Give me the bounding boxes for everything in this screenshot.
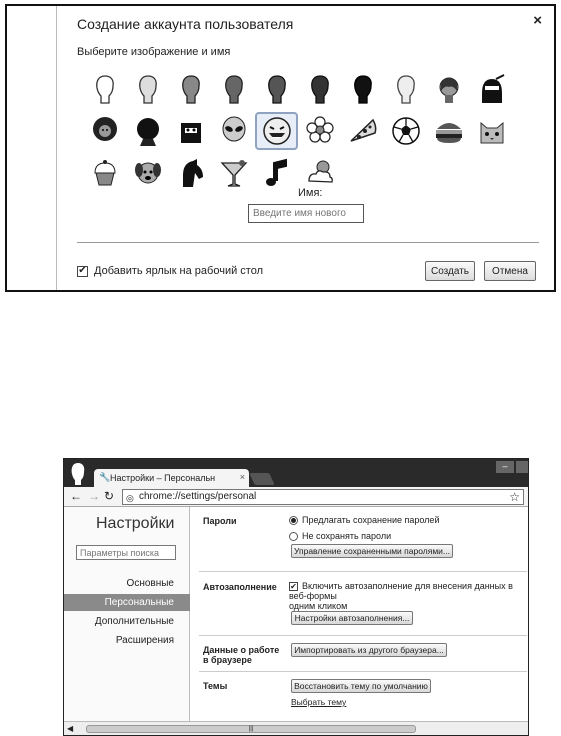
settings-title: Настройки xyxy=(96,515,175,532)
avatar-option[interactable] xyxy=(384,112,427,150)
pick-theme-link[interactable]: Выбрать тему xyxy=(291,697,347,707)
dialog-divider xyxy=(77,242,539,243)
browser-toolbar xyxy=(64,487,528,507)
silhouette-black-icon xyxy=(347,73,379,105)
cancel-button[interactable]: Отмена xyxy=(484,261,536,281)
avatar-option[interactable] xyxy=(126,154,169,192)
tab-title: Настройки – Персональн xyxy=(110,473,216,483)
dialog-title: Создание аккаунта пользователя xyxy=(77,16,294,32)
avatar-option[interactable] xyxy=(169,154,212,192)
close-icon[interactable]: × xyxy=(533,12,542,29)
avatar-option[interactable] xyxy=(427,70,470,108)
section-divider xyxy=(199,671,527,672)
import-browser-button[interactable]: Импортировать из другого браузера... xyxy=(291,643,447,657)
avatar-grid xyxy=(83,70,523,196)
browsing-data-label-2: в браузере xyxy=(203,655,252,665)
settings-sidebar xyxy=(64,507,190,721)
avatar-option[interactable] xyxy=(298,112,341,150)
tab-close-icon[interactable]: × xyxy=(239,472,245,482)
create-user-dialog xyxy=(5,4,556,292)
dog-icon xyxy=(132,157,164,189)
laughing-smiley-icon xyxy=(261,115,293,147)
avatar-option[interactable] xyxy=(470,70,513,108)
themes-section-label: Темы xyxy=(203,681,228,691)
dialog-subtitle: Выберите изображение и имя xyxy=(77,46,231,58)
sidebar-item-basic[interactable]: Основные xyxy=(126,578,174,589)
avatar-option[interactable] xyxy=(83,112,126,150)
offer-save-radio[interactable] xyxy=(289,516,298,525)
avatar-option[interactable] xyxy=(169,112,212,150)
sidebar-item-advanced[interactable]: Дополнительные xyxy=(94,616,174,627)
sidebar-item-personal[interactable]: Персональные xyxy=(64,594,190,611)
avatar-row xyxy=(83,112,523,150)
avatar-option[interactable] xyxy=(427,112,470,150)
forward-arrow-icon[interactable]: → xyxy=(88,489,100,503)
horizontal-scrollbar[interactable] xyxy=(64,721,528,735)
cat-icon xyxy=(476,115,508,147)
silhouette-outline-2-icon xyxy=(390,73,422,105)
desktop-shortcut-label: Добавить ярлык на рабочий стол xyxy=(94,265,264,277)
back-arrow-icon[interactable]: ← xyxy=(70,489,82,503)
offer-save-passwords-option[interactable] xyxy=(289,515,439,525)
reset-theme-button[interactable]: Восстановить тему по умолчанию xyxy=(291,679,431,693)
avatar-option[interactable] xyxy=(126,70,169,108)
horse-icon xyxy=(175,157,207,189)
flower-icon xyxy=(304,115,336,147)
silhouette-light-icon xyxy=(132,73,164,105)
avatar-option[interactable] xyxy=(212,154,255,192)
name-label: Имя: xyxy=(298,187,323,199)
pizza-slice-icon xyxy=(347,115,379,147)
avatar-option[interactable] xyxy=(212,112,255,150)
section-divider xyxy=(199,635,527,636)
autofill-enable-option[interactable] xyxy=(289,581,529,611)
passwords-section-label: Пароли xyxy=(203,516,237,526)
silhouette-outline-icon xyxy=(89,73,121,105)
tab-settings[interactable] xyxy=(94,469,249,487)
afro-person-icon xyxy=(89,115,121,147)
avatar-option[interactable] xyxy=(212,70,255,108)
wrench-icon: 🔧 xyxy=(99,472,111,482)
avatar-option[interactable] xyxy=(470,112,513,150)
new-tab-button[interactable] xyxy=(249,473,275,485)
avatar-option[interactable] xyxy=(169,70,212,108)
silhouette-grey-icon xyxy=(261,73,293,105)
avatar-option[interactable] xyxy=(298,70,341,108)
soccer-ball-icon xyxy=(390,115,422,147)
scrollbar-thumb[interactable]: ||| xyxy=(86,725,416,733)
avatar-option[interactable] xyxy=(255,70,298,108)
avatar-option[interactable] xyxy=(83,70,126,108)
sun-cloud-icon xyxy=(304,157,336,189)
avatar-option[interactable] xyxy=(341,112,384,150)
never-save-radio[interactable] xyxy=(289,532,298,541)
cupcake-icon xyxy=(89,157,121,189)
minimize-button[interactable]: – xyxy=(496,461,514,473)
desktop-shortcut-option[interactable] xyxy=(77,265,263,277)
maximize-button[interactable] xyxy=(516,461,528,473)
autofill-checkbox[interactable]: ✔ xyxy=(290,582,297,591)
url-text: chrome://settings/personal xyxy=(139,491,257,502)
browser-window xyxy=(63,458,529,736)
never-save-label: Не сохранять пароли xyxy=(302,531,392,541)
burger-icon xyxy=(433,115,465,147)
scroll-left-icon[interactable]: ◀ xyxy=(67,724,74,733)
create-button[interactable]: Создать xyxy=(425,261,475,281)
cocktail-icon xyxy=(218,157,250,189)
silhouette-medium-icon xyxy=(175,73,207,105)
offer-save-label: Предлагать сохранение паролей xyxy=(302,515,440,525)
never-save-passwords-option[interactable] xyxy=(289,531,391,541)
profile-avatar-icon[interactable] xyxy=(68,461,88,485)
avatar-option[interactable] xyxy=(126,112,169,150)
settings-content xyxy=(191,507,528,721)
avatar-option[interactable] xyxy=(255,154,298,192)
alien-icon xyxy=(218,115,250,147)
address-bar[interactable] xyxy=(122,489,524,505)
settings-search-input[interactable] xyxy=(76,545,176,560)
bookmark-star-icon[interactable]: ☆ xyxy=(509,490,520,504)
page-icon: ◎ xyxy=(126,493,134,503)
avatar-option[interactable] xyxy=(384,70,427,108)
masked-face-icon xyxy=(175,115,207,147)
reload-icon[interactable]: ↻ xyxy=(104,489,115,503)
avatar-option[interactable] xyxy=(83,154,126,192)
desktop-shortcut-checkbox[interactable]: ✔ xyxy=(78,265,87,276)
autofill-section-label: Автозаполнение xyxy=(203,582,277,592)
autofill-check-label: Включить автозаполнение для внесения данных в веб-формы xyxy=(289,581,513,601)
dark-head-icon xyxy=(132,115,164,147)
autofill-check-label-2: одним кликом xyxy=(289,601,348,611)
autofill-settings-button[interactable]: Настройки автозаполнения... xyxy=(291,611,413,625)
dialog-left-border xyxy=(56,6,57,290)
avatar-row xyxy=(83,70,523,108)
avatar-option[interactable] xyxy=(255,112,298,150)
avatar-option[interactable] xyxy=(341,70,384,108)
sidebar-item-extensions[interactable]: Расширения xyxy=(115,635,174,646)
ninja-icon xyxy=(476,73,508,105)
music-note-icon xyxy=(261,157,293,189)
silhouette-dark-icon xyxy=(218,73,250,105)
browsing-data-label-1: Данные о работе xyxy=(203,645,280,655)
manage-passwords-button[interactable]: Управление сохраненными паролями... xyxy=(291,544,453,558)
section-divider xyxy=(199,571,527,572)
curly-hair-person-icon xyxy=(433,73,465,105)
title-bar xyxy=(64,459,528,487)
name-input[interactable] xyxy=(248,204,364,223)
silhouette-darker-icon xyxy=(304,73,336,105)
